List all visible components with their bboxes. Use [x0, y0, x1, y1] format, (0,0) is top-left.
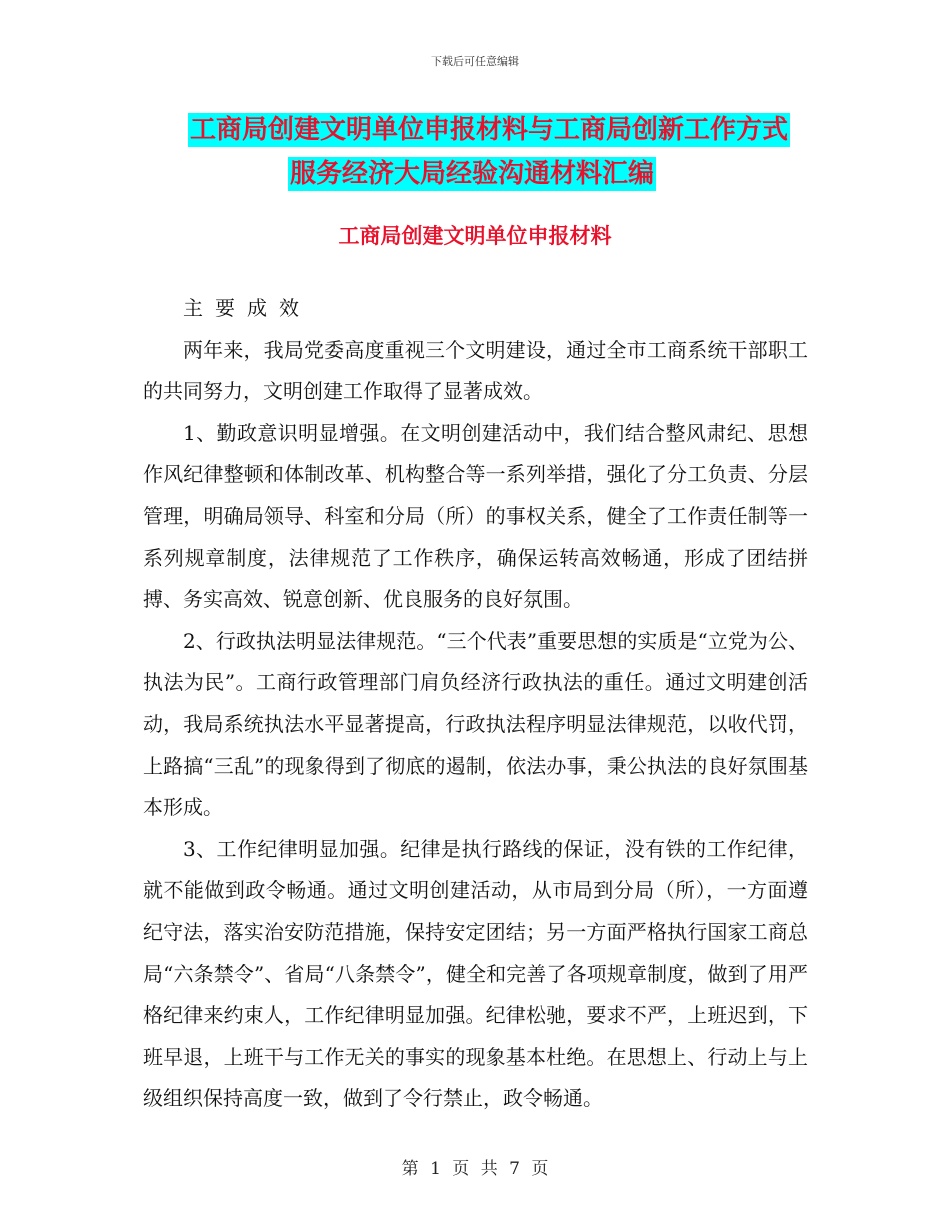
document-body: [143, 288, 808, 1120]
body-paragraph: 2、行政执法明显法律规范。“三个代表”重要思想的实质是“立党为公、执法为民”。工商行政管理部门肩负经济行政执法的重任。通过文明建创活动，我局系统执法水平显著提高，行政执法程序明显法律规范，以收代罚，上路搞“三乱”的现象得到了彻底的遏制，依法办事，秉公执法的良好氛围基本形成。: [143, 628, 808, 820]
body-paragraph: 3、工作纪律明显加强。纪律是执行路线的保证，没有铁的工作纪律，就不能做到政令畅通。通过文明创建活动，从市局到分局（所），一方面遵纪守法，落实治安防范措施，保持安定团结；另一方面严格执行国家工商总局“六条禁令”、省局“八条禁令”，健全和完善了各项规章制度，做到了用严格纪律来约束人，工作纪律明显加强。纪律松驰，要求不严，上班迟到，下班早退，上班干与工作无关的事实的现象基本杜绝。在思想上、行动上与上级组织保持高度一致，做到了令行禁止，政令畅通。: [143, 836, 808, 1111]
section-subtitle: 工商局创建文明单位申报材料: [338, 224, 612, 248]
body-paragraph: 两年来，我局党委高度重视三个文明建设，通过全市工商系统干部职工的共同努力，文明创建工作取得了显著成效。: [143, 337, 808, 404]
document-title-line-1: 工商局创建文明单位申报材料与工商局创新工作方式: [190, 115, 789, 145]
header-note: 下载后可任意编辑: [431, 55, 519, 68]
section-heading: 主要成效: [183, 296, 311, 320]
document-title-line-2: 服务经济大局经验沟通材料汇编: [290, 159, 655, 189]
body-paragraph: 1、勤政意识明显增强。在文明创建活动中，我们结合整风肃纪、思想作风纪律整顿和体制改革、机构整合等一系列举措，强化了分工负责、分层管理，明确局领导、科室和分局（所）的事权关系，健全了工作责任制等一系列规章制度，法律规范了工作秩序，确保运转高效畅通，形成了团结拼搏、务实高效、锐意创新、优良服务的良好氛围。: [143, 420, 808, 612]
page-footer: 第 1 页 共 7 页: [401, 1159, 549, 1179]
